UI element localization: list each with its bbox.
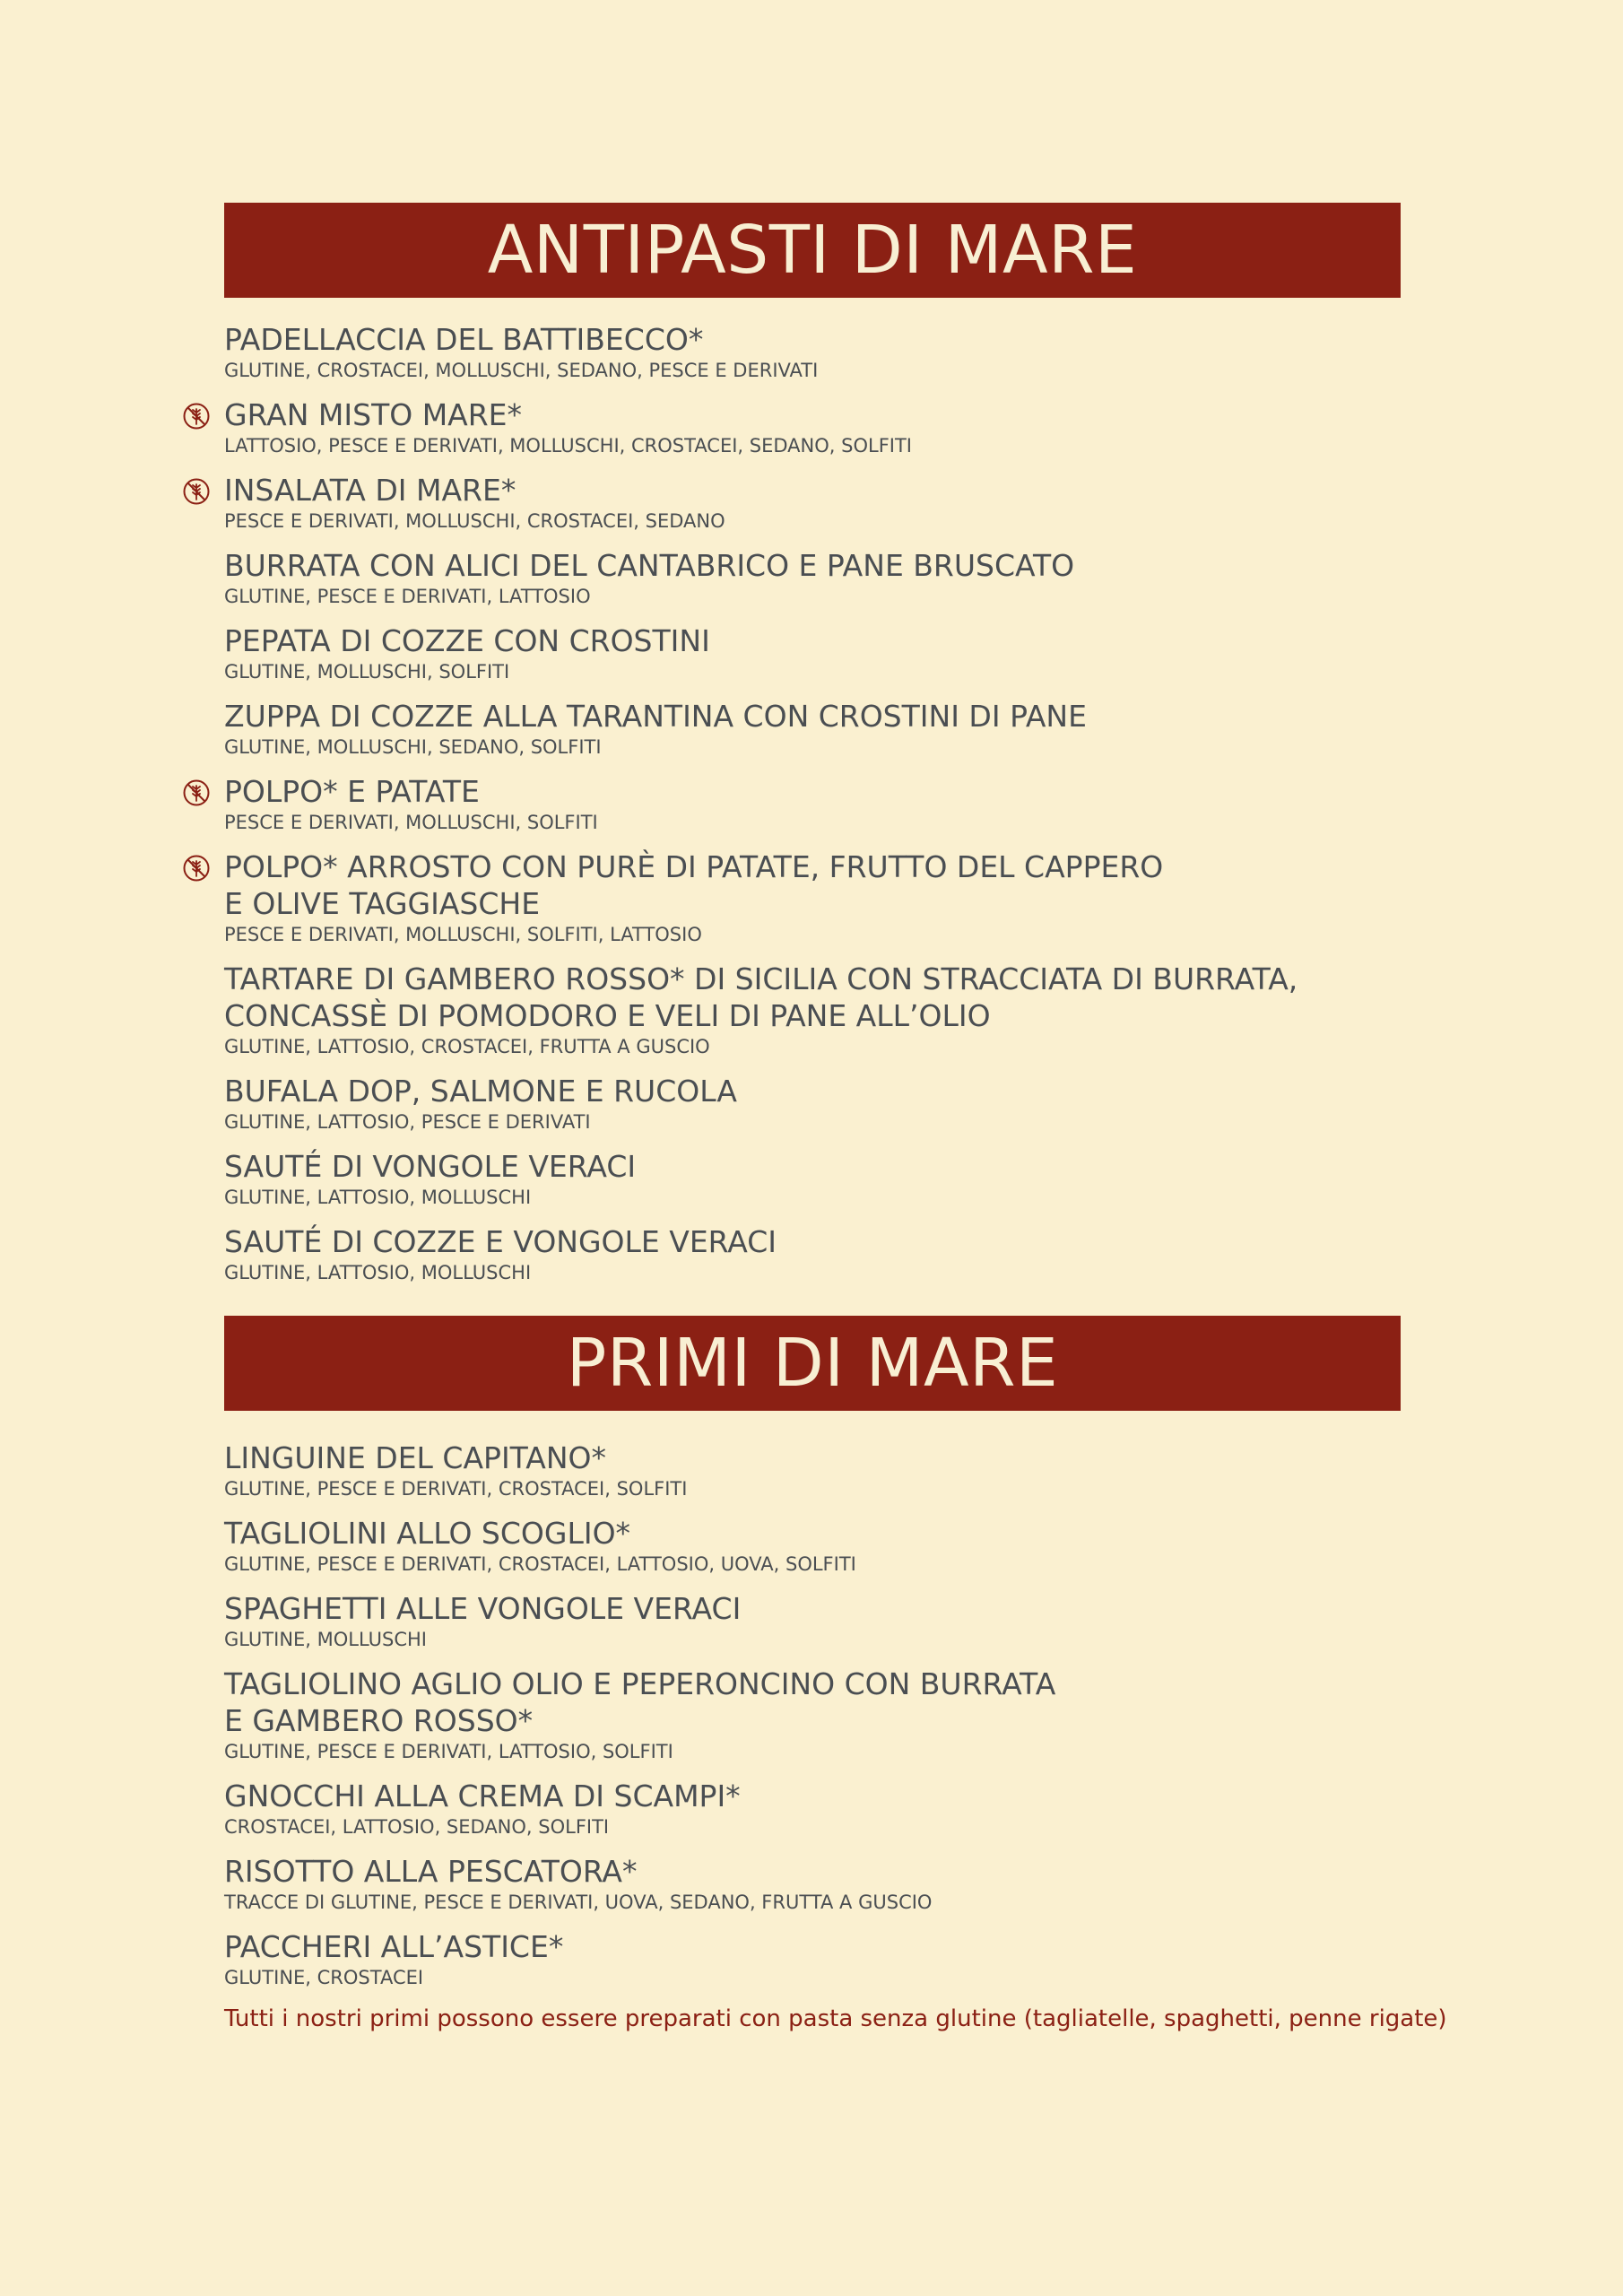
menu-item-allergens: GLUTINE, LATTOSIO, PESCE E DERIVATI [224,1111,591,1133]
menu-item-allergens: GLUTINE, LATTOSIO, CROSTACEI, FRUTTA A GUSCIO [224,1036,710,1057]
menu-item-name-line: PEPATA DI COZZE CON CROSTINI [224,623,710,658]
menu-item [224,1928,1401,1990]
menu-item-name-line: TAGLIOLINI ALLO SCOGLIO* [224,1516,631,1551]
menu-item-allergens: GLUTINE, CROSTACEI [224,1967,424,1988]
menu-item [224,1590,1401,1652]
menu-item-name-line: GNOCCHI ALLA CREMA DI SCAMPI* [224,1779,741,1813]
menu-item-name-line: POLPO* ARROSTO CON PURÈ DI PATATE, FRUTTO DEL CAPPERO [224,849,1164,884]
menu-item-name-line: BUFALA DOP, SALMONE E RUCOLA [224,1074,737,1109]
menu-item-allergens: GLUTINE, PESCE E DERIVATI, LATTOSIO [224,586,591,607]
gluten-free-icon [182,402,211,430]
menu-item [224,1148,1401,1210]
menu-item-name [224,622,1401,659]
menu-item-name [224,547,1401,584]
menu-list [224,321,1401,1285]
menu-item [224,698,1401,760]
menu-item-name [224,1665,1401,1739]
section-primi-di-mare [224,1316,1447,2034]
menu-item-name-line: ZUPPA DI COZZE ALLA TARANTINA CON CROSTINI DI PANE [224,699,1087,734]
menu-item-allergens: PESCE E DERIVATI, MOLLUSCHI, SOLFITI, LATTOSIO [224,924,702,945]
menu-item-allergens: GLUTINE, CROSTACEI, MOLLUSCHI, SEDANO, PESCE E DERIVATI [224,360,819,381]
menu-item-name-line: SAUTÉ DI VONGOLE VERACI [224,1149,637,1184]
menu-item-name [224,321,1401,358]
menu-item-name-line: BURRATA CON ALICI DEL CANTABRICO E PANE BRUSCATO [224,548,1075,583]
menu-item-allergens: PESCE E DERIVATI, MOLLUSCHI, CROSTACEI, SEDANO [224,510,725,532]
menu-item-name [224,1439,1401,1476]
menu-item [224,1223,1401,1285]
menu-item-allergens: TRACCE DI GLUTINE, PESCE E DERIVATI, UOVA, SEDANO, FRUTTA A GUSCIO [224,1892,933,1913]
menu-page [224,203,1447,2034]
menu-item-allergens: GLUTINE, MOLLUSCHI, SEDANO, SOLFITI [224,736,602,758]
menu-item-allergens: GLUTINE, LATTOSIO, MOLLUSCHI [224,1262,532,1283]
menu-item [224,1515,1401,1577]
section-title: ANTIPASTI DI MARE [487,212,1138,289]
menu-item-name [224,1148,1401,1185]
menu-item [224,1439,1401,1501]
menu-item [224,848,1401,947]
menu-item-allergens: GLUTINE, LATTOSIO, MOLLUSCHI [224,1187,532,1208]
menu-item-allergens: GLUTINE, PESCE E DERIVATI, CROSTACEI, SOLFITI [224,1478,688,1500]
menu-item-name [224,961,1401,1034]
menu-item-name [224,1590,1401,1627]
menu-item [224,773,1401,835]
gluten-free-icon [182,854,211,883]
gluten-free-icon [182,778,211,807]
menu-item-name-line: CONCASSÈ DI POMODORO E VELI DI PANE ALL’OLIO [224,998,991,1033]
menu-item-name [224,1223,1401,1260]
gluten-free-icon [182,477,211,506]
menu-item-name [224,1515,1401,1552]
menu-item-name [224,1778,1401,1814]
menu-item-name-line: TARTARE DI GAMBERO ROSSO* DI SICILIA CON STRACCIATA DI BURRATA, [224,961,1298,996]
menu-item-name [224,1073,1401,1109]
menu-item-name [224,773,1401,810]
menu-item-allergens: GLUTINE, MOLLUSCHI [224,1629,427,1650]
menu-item-allergens: CROSTACEI, LATTOSIO, SEDANO, SOLFITI [224,1816,610,1838]
menu-item-name-line: E OLIVE TAGGIASCHE [224,886,541,921]
menu-item-name-line: LINGUINE DEL CAPITANO* [224,1440,607,1475]
section-banner [224,203,1401,298]
menu-item-name-line: POLPO* E PATATE [224,774,480,809]
menu-item [224,396,1401,458]
menu-item [224,321,1401,383]
gluten-free-pasta-note: Tutti i nostri primi possono essere preparati con pasta senza glutine (tagliatelle, spaghetti, penne rigate) [224,2005,1447,2032]
menu-list [224,1439,1401,1990]
menu-item [224,622,1401,684]
menu-item-name-line: GRAN MISTO MARE* [224,397,523,432]
menu-item-name-line: PACCHERI ALL’ASTICE* [224,1929,564,1964]
section-banner [224,1316,1401,1411]
menu-item-name-line: TAGLIOLINO AGLIO OLIO E PEPERONCINO CON BURRATA [224,1666,1056,1701]
menu-item-allergens: LATTOSIO, PESCE E DERIVATI, MOLLUSCHI, CROSTACEI, SEDANO, SOLFITI [224,435,912,457]
section-antipasti-di-mare [224,203,1401,1285]
menu-item [224,1778,1401,1839]
menu-item [224,1853,1401,1915]
menu-item-allergens: PESCE E DERIVATI, MOLLUSCHI, SOLFITI [224,812,598,833]
menu-item-name-line: PADELLACCIA DEL BATTIBECCO* [224,322,704,357]
menu-item-name-line: E GAMBERO ROSSO* [224,1703,534,1738]
menu-item-allergens: GLUTINE, MOLLUSCHI, SOLFITI [224,661,510,683]
menu-item [224,961,1401,1059]
menu-item [224,1665,1401,1764]
menu-item-allergens: GLUTINE, PESCE E DERIVATI, CROSTACEI, LATTOSIO, UOVA, SOLFITI [224,1553,856,1575]
section-title: PRIMI DI MARE [566,1325,1059,1402]
menu-item-allergens: GLUTINE, PESCE E DERIVATI, LATTOSIO, SOLFITI [224,1741,673,1762]
menu-item-name-line: SAUTÉ DI COZZE E VONGOLE VERACI [224,1224,777,1259]
menu-item-name-line: INSALATA DI MARE* [224,473,516,508]
menu-item-name [224,1928,1401,1965]
menu-item [224,472,1401,534]
menu-item-name [224,472,1401,509]
menu-item-name [224,1853,1401,1890]
menu-item [224,1073,1401,1135]
menu-item [224,547,1401,609]
menu-item-name [224,396,1401,433]
menu-item-name-line: RISOTTO ALLA PESCATORA* [224,1854,638,1889]
menu-item-name [224,698,1401,735]
menu-item-name-line: SPAGHETTI ALLE VONGOLE VERACI [224,1591,742,1626]
menu-item-name [224,848,1401,922]
